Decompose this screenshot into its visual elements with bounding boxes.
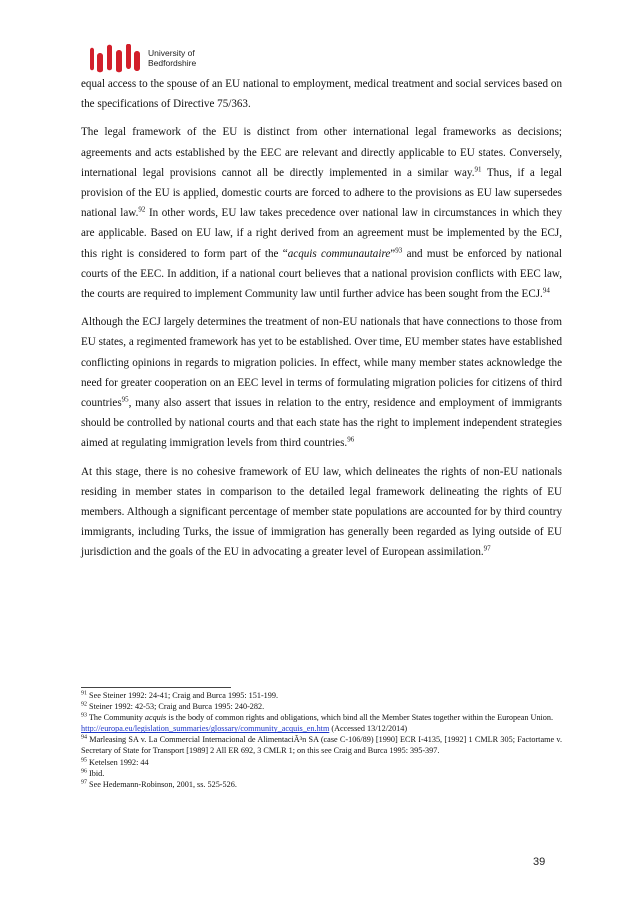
footnote-reference: 93 — [395, 245, 403, 254]
footnote-reference: 97 — [81, 779, 87, 786]
university-logo — [88, 44, 248, 78]
page-number: 39 — [533, 856, 546, 868]
text-run: The legal framework of the EU is distinct from other international legal frameworks as decisions; agreements and acts established by the EEC are relevant and directly applicable to EU states. Conversely, international legal provisions cannot all be directly implemented in a similar way. — [81, 126, 562, 179]
body-paragraph — [81, 122, 562, 304]
footnote-link[interactable]: http://europa.eu/legislation_summaries/glossary/community_acquis_en.htm — [81, 724, 330, 734]
footnote — [81, 712, 562, 723]
footnotes — [81, 690, 562, 790]
text-run: The Community — [87, 713, 145, 723]
text-run: , many also assert that issues in relation to the entry, residence and employment of immigrants should be controlled by national courts and that each state has the right to implement independent strategies aimed at regulating immigration levels from third countries. — [81, 397, 562, 450]
text-run: Although the ECJ largely determines the treatment of non-EU nationals that have connections to those from EU states, a regimented framework has yet to be established. Over time, EU member states have established conflicting opinions in regards to migration policies. In effect, while many member states acknowledge the need for greater cooperation on an EEC level in terms of formulating migration policies for citizens of third countries — [81, 316, 562, 410]
university-name — [148, 49, 196, 68]
text-run: ” — [390, 247, 396, 260]
body-paragraph — [81, 74, 562, 114]
text-run: Thus, if a legal provision of the EU is applied, domestic courts are forced to adhere to the provisions as EU law supersedes national law. — [81, 166, 562, 220]
footnote-reference: 91 — [474, 165, 482, 174]
body-paragraph — [81, 462, 562, 563]
footnote-reference: 96 — [81, 767, 87, 774]
text-run: Steiner 1992: 42-53; Craig and Burca 1995: 240-282. — [87, 702, 265, 712]
footnote — [81, 768, 562, 779]
footnote-reference: 92 — [81, 701, 87, 708]
university-name-line2: Bedfordshire — [148, 57, 197, 68]
body-paragraph — [81, 312, 562, 453]
main-text — [81, 74, 562, 571]
footnote-divider — [81, 687, 231, 688]
text-run: Ibid. — [87, 768, 105, 778]
footnote — [81, 723, 562, 734]
footnote — [81, 734, 562, 756]
footnote-reference: 94 — [542, 286, 550, 295]
text-run: In other words, EU law takes precedence over national law in circumstances in which they are applicable. Based on EU law, if a right derived from an agreement must be implemented by the ECJ, this right is considered to form part of the “ — [81, 207, 562, 260]
footnote-reference: 97 — [483, 544, 491, 553]
footnote-reference: 91 — [81, 690, 87, 697]
text-run: equal access to the spouse of an EU national to employment, medical treatment and social services based on the specifications of Directive 75/363. — [81, 78, 562, 111]
footnote-reference: 95 — [121, 395, 129, 404]
italic-text: acquis — [144, 713, 167, 723]
italic-text: acquis communautaire — [287, 247, 391, 260]
text-run: Ketelsen 1992: 44 — [87, 757, 149, 767]
university-name-line1: University of — [148, 48, 195, 58]
text-run: See Hedemann-Robinson, 2001, ss. 525-526. — [87, 779, 237, 789]
footnote — [81, 690, 562, 701]
text-run: At this stage, there is no cohesive framework of EU law, which delineates the rights of non-EU nationals residing in member states in comparison to the detailed legal framework delineating the rights of EU members. Although a significant percentage of member state populations are accounted for by third country immigrants, including Turks, the issue of immigration has generally been regarded as lying outside of EU jurisdiction and the goals of the EU in advocating a greater level of European assimilation. — [81, 465, 562, 559]
footnote-reference: 95 — [81, 756, 87, 763]
footnote-reference: 94 — [81, 734, 87, 741]
university-logo-mark-icon — [88, 44, 144, 74]
footnote — [81, 701, 562, 712]
footnote — [81, 779, 562, 790]
footnote — [81, 757, 562, 768]
footnote-reference: 92 — [138, 205, 146, 214]
text-run: and must be enforced by national courts of the EEC. In addition, if a national court believes that a national provision conflicts with EEC law, the courts are required to implement Community law until further advice has been sought from the ECJ. — [81, 247, 562, 301]
footnote-reference: 93 — [81, 712, 87, 719]
text-run: is the body of common rights and obligations, which bind all the Member States together within the European Union. — [166, 713, 554, 723]
text-run: Marleasing SA v. La Commercial Internacional de AlimentaciÃ³n SA (case C-106/89) [1990] ECR I-4135, [1992] 1 CMLR 305; Factortame v. Secretary of State for Transport [1989] 2 All ER 692, 3 CMLR 1; on this see Craig and Burca 1995: 395-397. — [81, 735, 562, 756]
text-run: See Steiner 1992: 24-41; Craig and Burca 1995: 151-199. — [87, 691, 279, 700]
text-run: (Accessed 13/12/2014) — [329, 724, 408, 734]
footnote-reference: 96 — [347, 435, 355, 444]
